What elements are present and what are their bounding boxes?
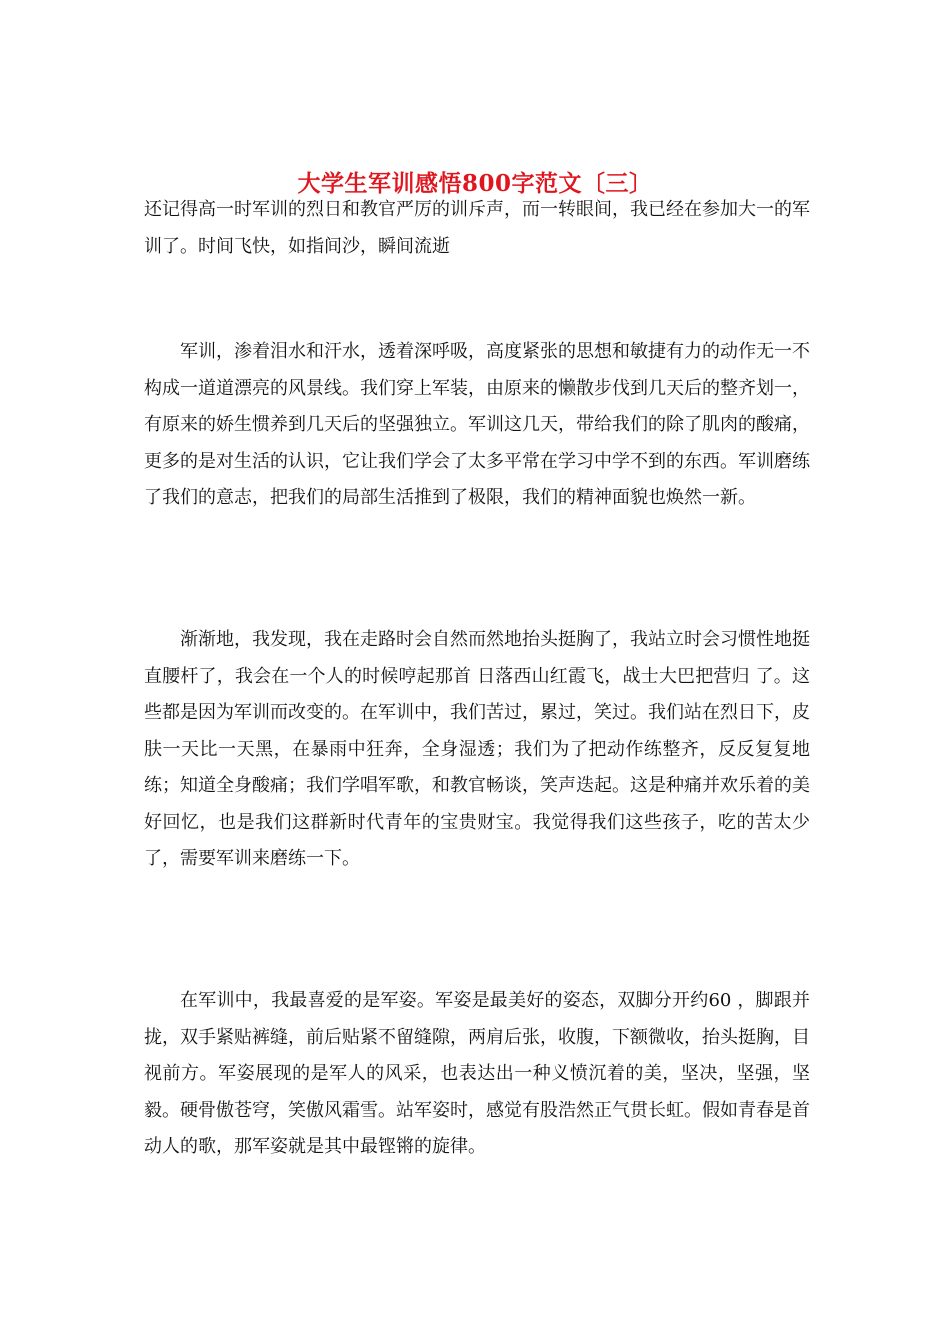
paragraph-intro: 还记得高一时军训的烈日和教官严厉的训斥声，而一转眼间，我已经在参加大一的军训了。时间飞快，如指间沙，瞬间流逝 [144,199,810,257]
paragraph-military-training: 军训，渗着泪水和汗水，透着深呼吸，高度紧张的思想和敏捷有力的动作无一不构成一道道漂亮的风景线。我们穿上军装，由原来的懒散步伐到几天后的整齐划一，有原来的娇生惯养到几天后的坚强独立。军训这几天，带给我们的除了肌肉的酸痛，更多的是对生活的认识，它让我们学会了太多平常在学习中学不到的东西。军训磨练了我们的意志，把我们的局部生活推到了极限，我们的精神面貌也焕然一新。 [144,341,810,508]
paragraph-changes: 渐渐地，我发现，我在走路时会自然而然地抬头挺胸了，我站立时会习惯性地挺直腰杆了，我会在一个人的时候哼起那首 日落西山红霞飞，战士大巴把营归 了。这些都是因为军训而改变的。在军训中，我们苦过，累过，笑过。我们站在烈日下，皮肤一天比一天黑，在暴雨中狂奔，全身湿透；我们为了把动作练整齐，反反复复地练；知道全身酸痛；我们学唱军歌，和教官畅谈，笑声迭起。这是种痛并欢乐着的美好回忆，也是我们这群新时代青年的宝贵财宝。我觉得我们这些孩子，吃的苦太少了，需要军训来磨练一下。 [144,629,810,869]
paragraph-military-posture: 在军训中，我最喜爱的是军姿。军姿是最美好的姿态，双脚分开约60 ，脚跟并拢，双手紧贴裤缝，前后贴紧不留缝隙，两肩后张，收腹，下额微收，抬头挺胸，目视前方。军姿展现的是军人的风采，也表达出一种义愤沉着的美，坚决，坚强，坚毅。硬骨傲苍穹，笑傲风霜雪。站军姿时，感觉有股浩然正气贯长虹。假如青春是首动人的歌，那军姿就是其中最铿锵的旋律。 [144,990,810,1157]
document-title: 大学生军训感悟800字范文〔三〕 [297,170,653,198]
